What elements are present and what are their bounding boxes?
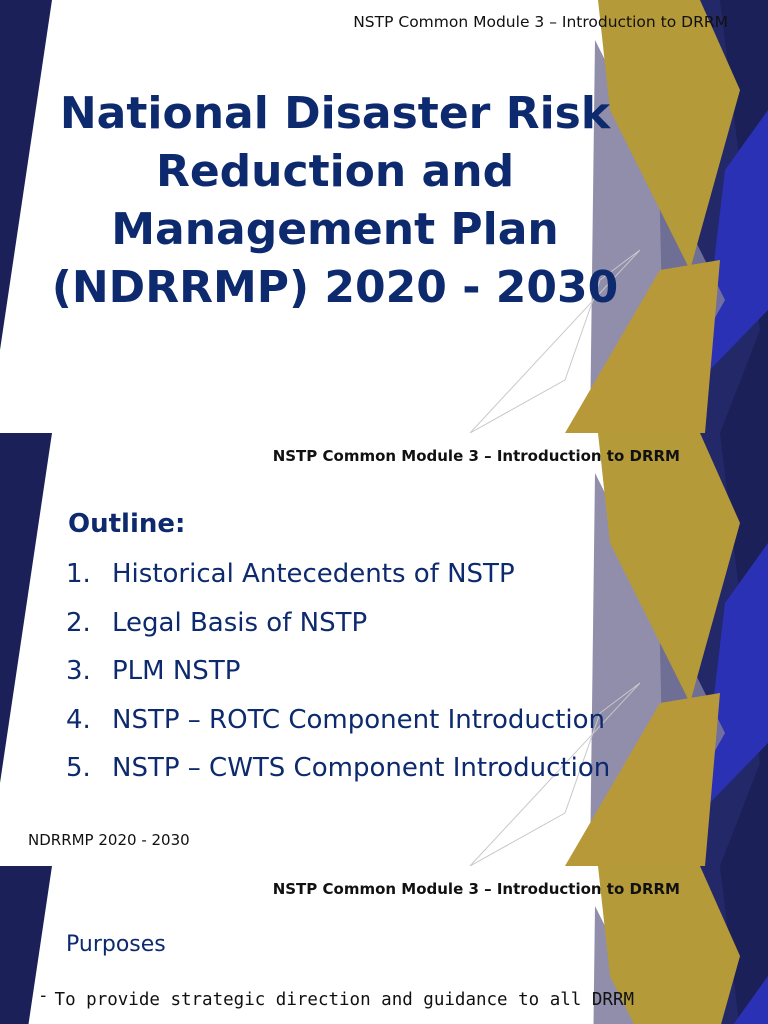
outline-item — [66, 701, 610, 750]
slide-title — [0, 0, 768, 433]
outline-item-text: PLM NSTP — [112, 656, 241, 686]
outline-item — [66, 749, 610, 798]
outline-item-number: 4. — [66, 704, 91, 735]
slide-header: NSTP Common Module 3 – Introduction to DRRM — [353, 13, 728, 31]
purpose-item-text: To provide strategic direction and guidance to all DRRM — [54, 990, 635, 1010]
purposes-heading: Purposes — [66, 932, 166, 957]
outline-item — [66, 604, 610, 653]
outline-item-text: NSTP – CWTS Component Introduction — [112, 753, 611, 783]
outline-item — [66, 652, 610, 701]
slide-purposes — [0, 866, 768, 1024]
outline-heading: Outline: — [68, 509, 186, 539]
bullet-dash: - — [38, 986, 49, 1006]
slide-footer: NDRRMP 2020 - 2030 — [28, 831, 190, 849]
outline-item-number: 3. — [66, 656, 91, 686]
outline-item-number: 5. — [66, 753, 91, 783]
outline-item — [66, 555, 610, 604]
purpose-item — [38, 986, 635, 1010]
outline-item-text: NSTP – ROTC Component Introduction — [112, 704, 606, 735]
slide-outline — [0, 433, 768, 866]
outline-item-text: Historical Antecedents of NSTP — [112, 559, 515, 589]
outline-item-number: 1. — [66, 559, 91, 589]
slide-header: NSTP Common Module 3 – Introduction to DRRM — [272, 447, 680, 465]
outline-item-number: 2. — [66, 607, 91, 638]
outline-list — [66, 555, 610, 798]
slide-header: NSTP Common Module 3 – Introduction to DRRM — [272, 880, 680, 898]
outline-item-text: Legal Basis of NSTP — [112, 607, 368, 638]
slide-title-text: National Disaster Risk Reduction and Management Plan (NDRRMP) 2020 - 2030 — [51, 88, 619, 313]
